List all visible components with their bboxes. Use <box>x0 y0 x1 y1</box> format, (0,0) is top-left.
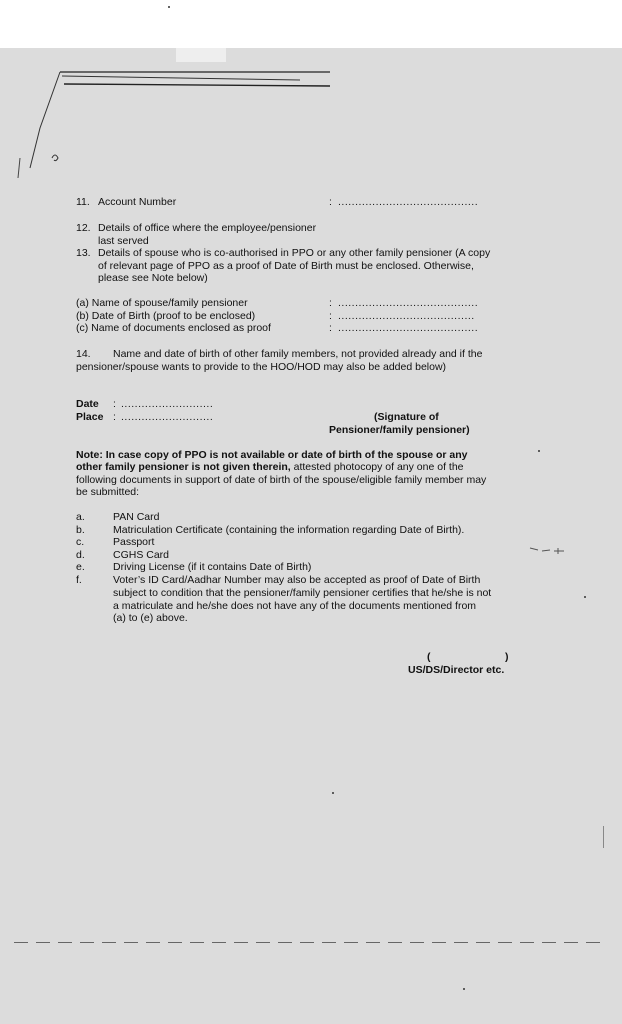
doc-matriculation: Matriculation Certificate (containing the information regarding Date of Birth). <box>113 524 465 536</box>
dob-label: (b) Date of Birth (proof to be enclosed) <box>76 310 256 322</box>
doc-letter-f: f. <box>76 574 82 586</box>
note-line1: Note: In case copy of PPO is not available or date of birth of the spouse or any <box>76 449 468 461</box>
item-13-line2: of relevant page of PPO as a proof of Date of Birth must be enclosed. Otherwise, <box>98 260 474 272</box>
item-12-number: 12. <box>76 222 91 234</box>
signature-line2: Pensioner/family pensioner) <box>329 424 470 436</box>
item-14-number: 14. <box>76 348 91 360</box>
date-field[interactable]: ........................... <box>121 398 214 410</box>
note-line4: be submitted: <box>76 486 140 498</box>
doc-voter-id-cont2: a matriculate and he/she does not have any of the documents mentioned from <box>113 600 477 612</box>
doc-letter-a: a. <box>76 511 85 523</box>
date-colon: : <box>113 398 116 410</box>
date-label: Date <box>76 398 99 410</box>
scan-speck <box>168 6 170 8</box>
signature-line1: (Signature of <box>374 411 439 423</box>
scan-speck <box>584 596 586 598</box>
note-line2 <box>76 461 464 474</box>
scan-scribble <box>528 544 572 558</box>
item-13-line1: Details of spouse who is co-authorised in PPO or any other family pensioner (A copy <box>98 247 491 259</box>
item-13-number: 13. <box>76 247 91 259</box>
dob-field[interactable]: ........................................ <box>338 310 475 322</box>
place-label: Place <box>76 411 104 423</box>
documents-label: (c) Name of documents enclosed as proof <box>76 322 271 334</box>
note-line2-rest: attested photocopy of any one of the <box>290 461 464 473</box>
doc-letter-c: c. <box>76 536 85 548</box>
doc-pan-card: PAN Card <box>113 511 160 523</box>
item-14-line1: Name and date of birth of other family members, not provided already and if the <box>113 348 483 360</box>
account-number-field[interactable]: ......................................... <box>338 196 479 208</box>
place-colon: : <box>113 411 116 423</box>
scan-speck <box>538 450 540 452</box>
item-12-label-line2: last served <box>98 235 149 247</box>
scan-speck <box>332 792 334 794</box>
item-13-line3: please see Note below) <box>98 272 208 284</box>
scan-speck <box>463 988 465 990</box>
doc-letter-e: e. <box>76 561 85 573</box>
spouse-name-colon: : <box>329 297 332 309</box>
officer-bracket-open: ( <box>427 651 431 663</box>
scan-edge-line <box>14 942 604 943</box>
note-line3: following documents in support of date of birth of the spouse/eligible family member may <box>76 474 487 486</box>
officer-bracket-close: ) <box>505 651 509 663</box>
officer-title: US/DS/Director etc. <box>408 664 505 676</box>
spouse-name-label: (a) Name of spouse/family pensioner <box>76 297 248 309</box>
doc-cghs: CGHS Card <box>113 549 170 561</box>
doc-passport: Passport <box>113 536 155 548</box>
doc-driving-license: Driving License (if it contains Date of Birth) <box>113 561 312 573</box>
spouse-name-field[interactable]: ......................................... <box>338 297 479 309</box>
documents-field[interactable]: ......................................... <box>338 322 479 334</box>
item-11-label: Account Number <box>98 196 177 208</box>
place-field[interactable]: ........................... <box>121 411 214 423</box>
doc-voter-id-cont3: (a) to (e) above. <box>113 612 188 624</box>
doc-voter-id-cont1: subject to condition that the pensioner/family pensioner certifies that he/she is not <box>113 587 492 599</box>
scan-edge-mark <box>603 826 604 848</box>
item-14-line2: pensioner/spouse wants to provide to the HOO/HOD may also be added below) <box>76 361 447 373</box>
item-11-colon: : <box>329 196 332 208</box>
doc-letter-b: b. <box>76 524 85 536</box>
top-white-margin <box>0 0 622 48</box>
doc-voter-id: Voter’s ID Card/Aadhar Number may also be accepted as proof of Date of Birth <box>113 574 481 586</box>
dob-colon: : <box>329 310 332 322</box>
folded-corner-artifact <box>0 48 622 188</box>
item-11-number: 11. <box>76 196 90 208</box>
documents-colon: : <box>329 322 332 334</box>
note-line2-bold: other family pensioner is not given therein, <box>76 461 291 473</box>
item-12-label-line1: Details of office where the employee/pensioner <box>98 222 317 234</box>
doc-letter-d: d. <box>76 549 85 561</box>
